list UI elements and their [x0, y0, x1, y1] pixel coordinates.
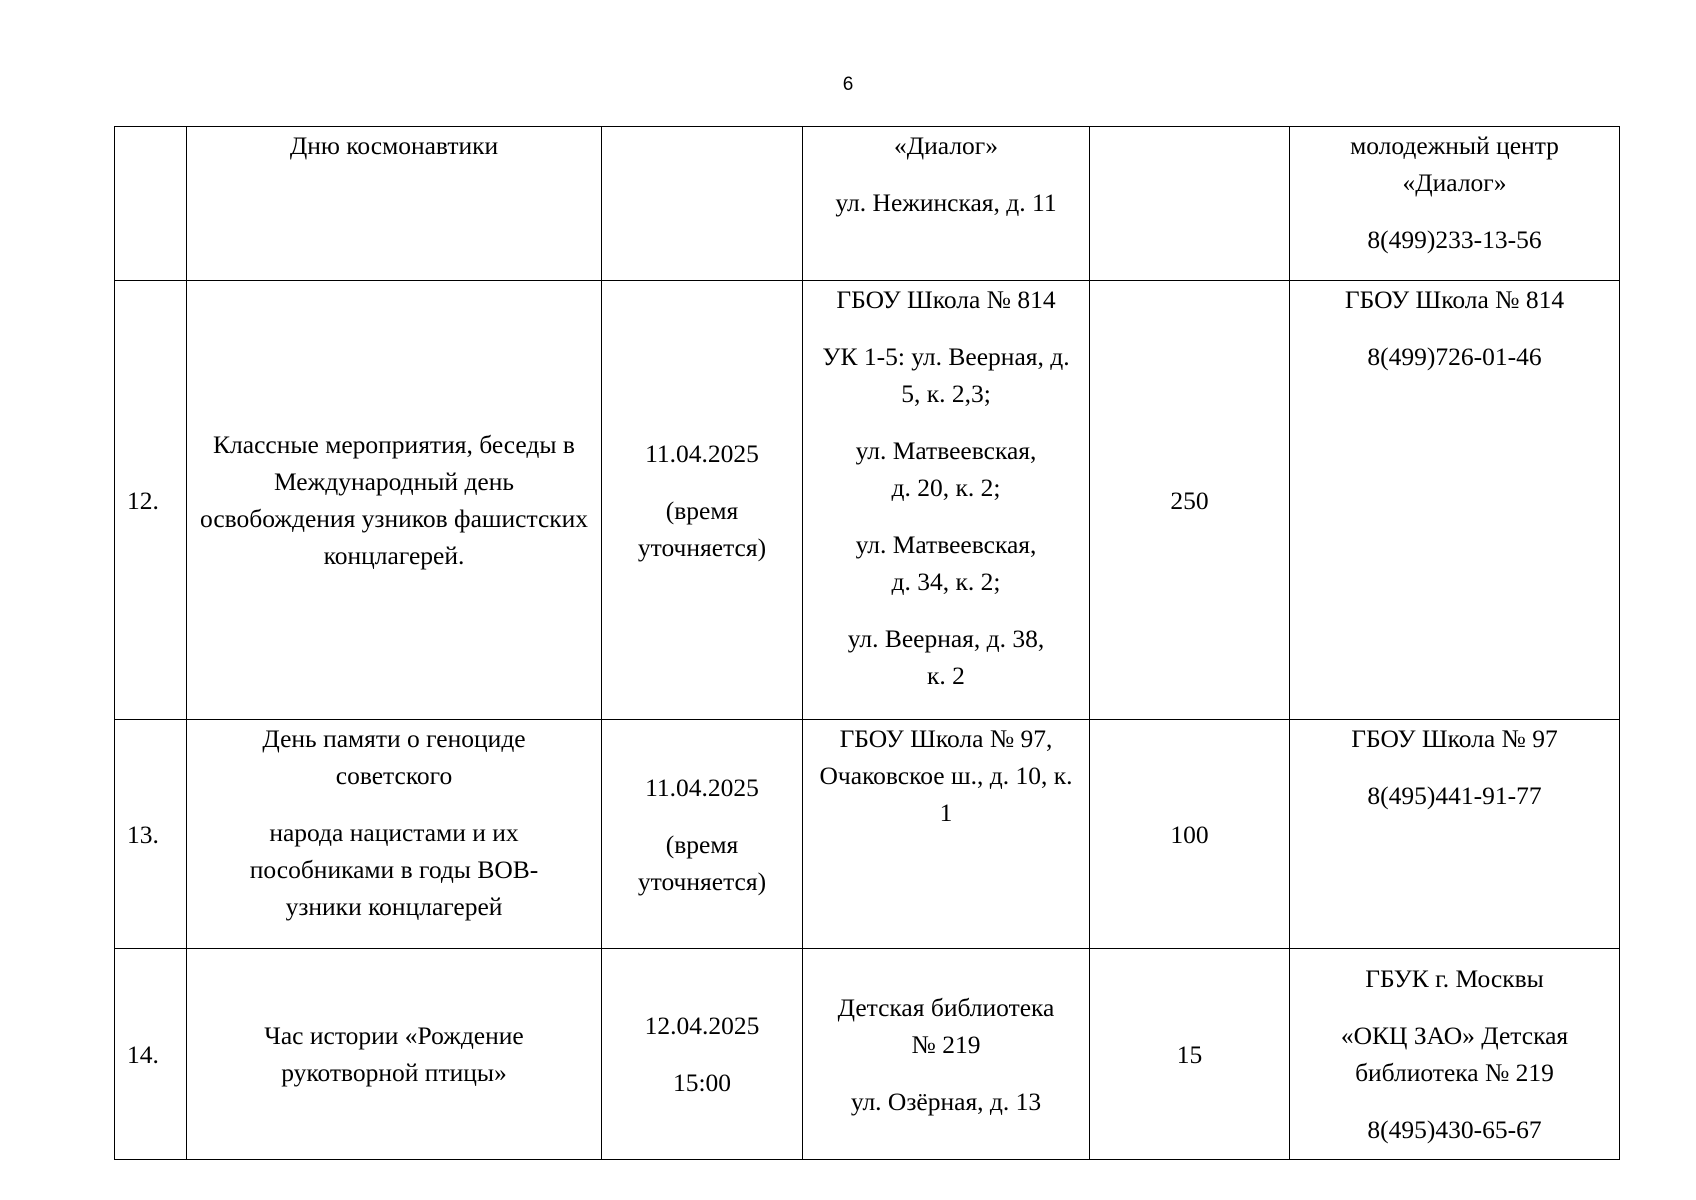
date-cell — [602, 281, 803, 720]
organizer-phone: 8(499)726-01-46 — [1367, 342, 1542, 371]
event-cell — [187, 281, 602, 720]
time-text: 15:00 — [672, 1068, 732, 1097]
row-number — [115, 127, 187, 281]
event-text: Классные мероприятия, беседы в Международный день освобождения узников фашистских концлагерей. — [199, 430, 589, 570]
organizer-phone: 8(495)430-65-67 — [1367, 1115, 1542, 1144]
place-text: УК 1-5: ул. Веерная, д. 5, к. 2,3; — [822, 342, 1070, 408]
page-number: 6 — [842, 74, 854, 95]
event-text: День памяти о геноциде советского — [262, 724, 526, 790]
event-text: Час истории «Рождение рукотворной птицы» — [264, 1021, 524, 1087]
place-text: ул. Веерная, д. 38, к. 2 — [847, 624, 1045, 690]
event-text: Дню космонавтики — [289, 131, 499, 160]
time-text: (время уточняется) — [637, 829, 767, 896]
events-table — [114, 126, 1620, 1160]
organizer-cell — [1290, 949, 1620, 1160]
organizer-text: молодежный центр «Диалог» — [1350, 131, 1559, 197]
date-text: 11.04.2025 — [645, 772, 759, 802]
organizer-phone: 8(495)441-91-77 — [1367, 781, 1542, 810]
organizer-cell — [1290, 127, 1620, 281]
organizer-text: ГБОУ Школа № 97 — [1351, 724, 1558, 753]
place-cell — [803, 127, 1090, 281]
event-text: народа нацистами и их пособниками в годы ВОВ-узники концлагерей — [249, 818, 539, 921]
time-text: (время уточняется) — [637, 495, 767, 562]
table-row — [115, 720, 1620, 949]
count-cell: 100 — [1090, 720, 1290, 949]
row-number: 12. — [115, 281, 187, 720]
place-cell — [803, 281, 1090, 720]
event-cell — [187, 127, 602, 281]
count-cell: 250 — [1090, 281, 1290, 720]
table-row — [115, 949, 1620, 1160]
date-text: 11.04.2025 — [645, 438, 759, 468]
place-cell — [803, 949, 1090, 1160]
place-text: Детская библиотека № 219 — [837, 992, 1055, 1059]
place-cell — [803, 720, 1090, 949]
organizer-phone: 8(499)233-13-56 — [1367, 225, 1542, 254]
organizer-text: «ОКЦ ЗАО» Детская библиотека № 219 — [1340, 1021, 1569, 1087]
event-cell — [187, 949, 602, 1160]
organizer-cell — [1290, 281, 1620, 720]
date-cell — [602, 720, 803, 949]
place-text: ул. Матвеевская, д. 34, к. 2; — [855, 530, 1037, 596]
place-text: ГБОУ Школа № 814 — [836, 285, 1056, 314]
event-cell — [187, 720, 602, 949]
table-row — [115, 127, 1620, 281]
place-text: ул. Матвеевская, д. 20, к. 2; — [855, 436, 1037, 502]
date-cell — [602, 949, 803, 1160]
place-text: ул. Нежинская, д. 11 — [835, 188, 1057, 217]
organizer-cell — [1290, 720, 1620, 949]
table-row — [115, 281, 1620, 720]
row-number: 14. — [115, 949, 187, 1160]
place-text: ГБОУ Школа № 97, Очаковское ш., д. 10, к. 1 — [819, 724, 1073, 827]
organizer-text: ГБОУ Школа № 814 — [1344, 285, 1565, 314]
date-cell — [602, 127, 803, 281]
date-text: 12.04.2025 — [644, 1011, 760, 1040]
organizer-text: ГБУК г. Москвы — [1365, 964, 1544, 993]
count-cell: 15 — [1090, 949, 1290, 1160]
count-cell — [1090, 127, 1290, 281]
place-text: ул. Озёрная, д. 13 — [850, 1086, 1042, 1116]
row-number: 13. — [115, 720, 187, 949]
place-text: «Диалог» — [893, 131, 999, 160]
